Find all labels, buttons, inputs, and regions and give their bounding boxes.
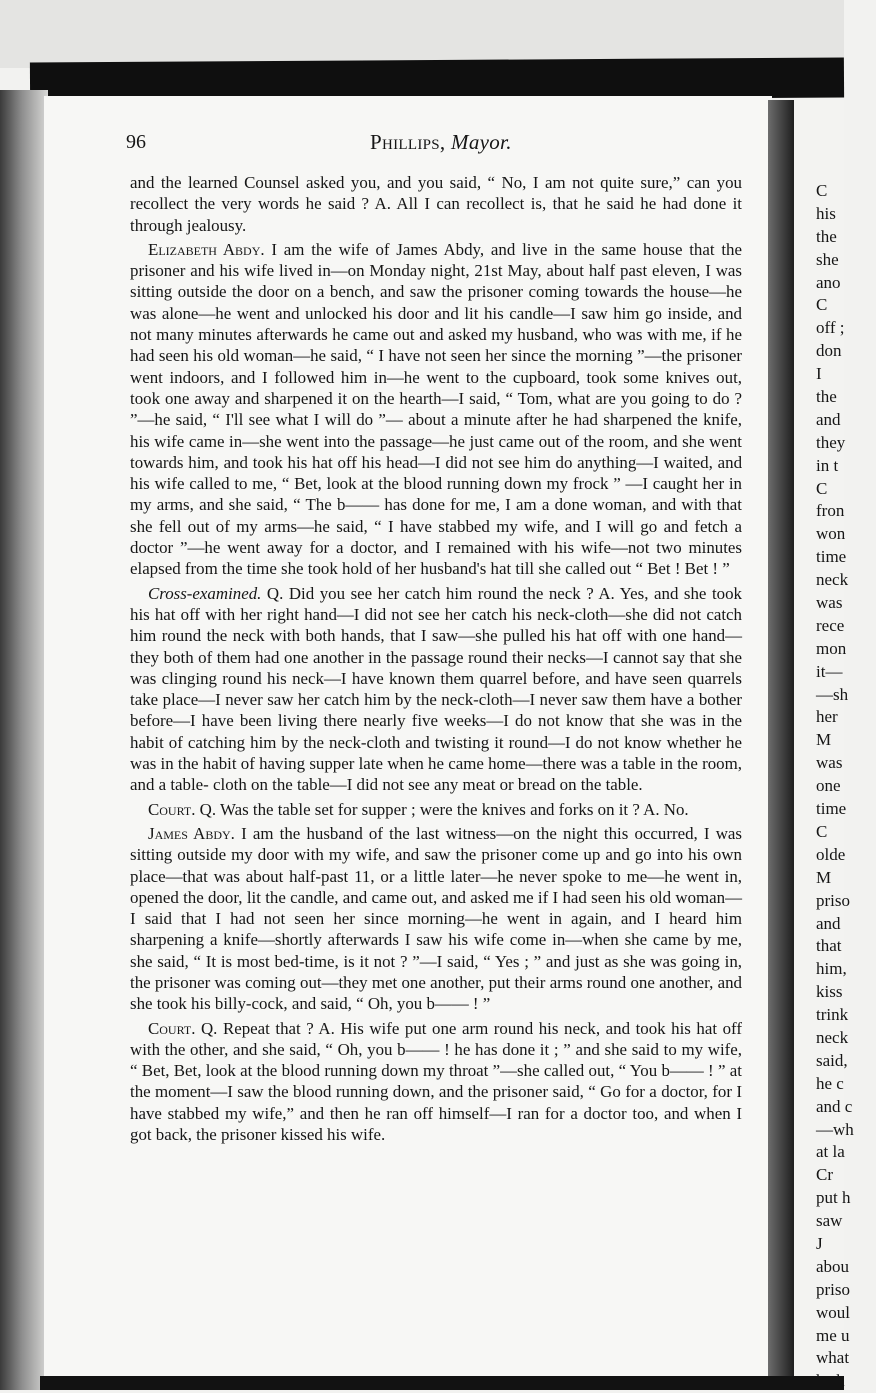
facing-page-fragment: C	[816, 295, 828, 315]
facing-page-fragment: C	[816, 181, 828, 200]
facing-page-fragment: they	[816, 432, 846, 452]
running-head	[370, 130, 512, 155]
text-line: running down, and the prisoner said, “ Go for a doctor, for I have stabbed	[130, 1082, 742, 1123]
facing-page-fragment: —wh	[816, 1119, 854, 1139]
paragraph	[130, 1018, 742, 1146]
facing-page-fragment: fron	[816, 501, 845, 521]
facing-page-fragment: M	[816, 730, 832, 750]
text-line: his door and lit his candle—I saw him go inside, and not many minutes	[130, 303, 742, 345]
text-line: said he had done it through jealousy.	[130, 194, 742, 235]
facing-page-fragment: and	[816, 913, 841, 933]
text-line: time she took hold of her husband's hat till she called out “ Bet ! Bet ! ”	[246, 559, 730, 579]
facing-page-fragment: and	[816, 409, 841, 429]
text-line: know that she was in the habit of catching him by the neck-cloth and	[130, 711, 743, 752]
facing-page-fragment: at la	[816, 1142, 845, 1162]
facing-page-fragment: neck	[816, 1027, 849, 1047]
text-line: Q. Repeat that ? A. His wife put one arm round his neck, and	[195, 1018, 636, 1038]
facing-page-fragment: me u	[816, 1325, 850, 1345]
text-line: Q. Was the table set for supper ; were the knives and forks on	[195, 799, 619, 819]
facing-page-fragment: don	[816, 341, 842, 361]
text-line: afterwards he came out and asked my husband, who was with me, if he had	[130, 325, 743, 366]
page-number: 96	[126, 130, 146, 153]
facing-page-fragment: off ;	[816, 318, 845, 338]
facing-page-fragment: she	[816, 249, 839, 269]
facing-page-fragment: her	[816, 707, 838, 727]
speaker-label: Cross-examined.	[148, 583, 262, 603]
text-line: it ? A. No.	[618, 799, 689, 819]
text-line: I am the husband of the last witness—on the night this	[234, 823, 635, 843]
text-line: occurred, I was sitting outside my door with my wife, and saw the prisoner	[130, 823, 742, 865]
text-line: b—— ! ”	[426, 994, 491, 1014]
text-line: have a bother before—I have been living there nearly five weeks—I do not	[130, 690, 742, 731]
facing-page-fragment: was	[816, 753, 843, 773]
facing-page-fragment: ano	[816, 272, 841, 292]
facing-page-fragment: I	[816, 364, 822, 384]
scan-left-shadow	[0, 90, 48, 1390]
facing-page-fragment: J	[816, 1233, 823, 1253]
facing-page-fragment: priso	[816, 1279, 850, 1299]
text-line: prisoner went indoors, and I followed him in—he went to the cupboard, took	[130, 346, 742, 387]
facing-page-fragment: neck	[816, 570, 849, 590]
text-line: seen his old woman—he said, “ I have not seen her since the morning ”—the	[158, 346, 687, 366]
facing-page-fragment: won	[816, 524, 846, 544]
text-line: doctor, and I remained with his wife—not two minutes elapsed from the	[130, 538, 743, 579]
facing-page-fragment: his	[816, 203, 836, 223]
facing-page-fragment: it—	[816, 661, 843, 681]
text-line: can you recollect the very words he said ? A. All I can recollect is, that he	[130, 173, 742, 214]
facing-page-fragment: time	[816, 547, 847, 567]
facing-page-text	[816, 180, 876, 1393]
paragraph	[130, 239, 742, 580]
facing-page-fragment: saw	[816, 1211, 843, 1231]
facing-page-fragment: him,	[816, 959, 847, 979]
body-text	[130, 172, 742, 1145]
scan-bottom-shadow	[40, 1376, 844, 1390]
text-line: take place—I never saw her catch him by the neck-cloth—I never saw them	[130, 690, 651, 710]
text-line: another in the passage round their necks—I cannot say that she was clinging	[130, 647, 742, 688]
text-line: about a minute after he had sharpened the knife, his wife came in—she went	[130, 410, 742, 451]
text-line: come up and go into his own place—that was about half-past 11, or a little	[130, 845, 742, 886]
facing-page-fragment: —sh	[816, 684, 849, 704]
text-line: and came out, and asked me if I had seen his old woman—I said that I had	[130, 887, 742, 929]
text-line: my wife,” and then he ran off himself—I ran for a doctor too, and when I	[224, 1103, 742, 1123]
text-line: house that the prisoner and his wife lived in—on Monday night, 21st May,	[130, 239, 742, 281]
speaker-label: Elizabeth Abdy.	[148, 239, 265, 259]
text-line: was going in, the prisoner was coming out—they met one another, put their	[130, 951, 742, 992]
text-line: cloth on the table—I did not see any meat or bread on the table.	[213, 775, 643, 795]
text-line: am a done woman, and with that she fell out of my arms—he said, “ I have	[130, 495, 742, 536]
facing-page-fragment: the	[816, 387, 837, 407]
facing-page-fragment: that	[816, 936, 842, 956]
text-line: Yes, and she took his hat off with her right hand—I did not see her catch	[130, 583, 742, 624]
facing-page-fragment: put h	[816, 1188, 851, 1208]
facing-page-fragment: said,	[816, 1050, 848, 1070]
text-line: and the learned Counsel asked you, and you said, “ No, I am not quite sure,”	[130, 173, 687, 192]
speaker-label: James Abdy.	[148, 823, 235, 843]
facing-page-fragment: he c	[816, 1073, 844, 1093]
text-line: not seen her since morning—he went in again, and I heard him sharpening	[130, 909, 742, 950]
text-line: twisting it round—I do not know whether he was in the habit of having	[130, 732, 742, 774]
text-line: some knives out, took one away and sharpened it on the hearth—I said,	[130, 367, 742, 408]
speaker-label: Court.	[148, 1018, 196, 1038]
facing-page-fragment: priso	[816, 890, 850, 910]
text-line: and took his hat off his head—I did not see him do anything—I waited,	[223, 452, 718, 472]
facing-page-fragment: olde	[816, 844, 846, 864]
paragraph	[130, 799, 742, 820]
running-head-name: Phillips,	[370, 129, 446, 154]
text-line: later—he never spoke to me—he went in, opened the door, lit the candle,	[130, 866, 743, 907]
text-line: about half past eleven, I was sitting outside the door on a bench, and saw the	[130, 261, 742, 302]
text-line: she said, “ It is most bed-time, is it not ? ”—I said, “ Yes ; ” and just as she	[130, 951, 651, 971]
paragraph	[130, 823, 742, 1015]
facing-page-fragment: one	[816, 776, 841, 796]
facing-page	[794, 100, 854, 1390]
text-line: I saw—she pulled his hat off with one hand—they both of them had one	[130, 626, 742, 667]
text-line: Q. Did you see her catch him round the neck ? A.	[261, 583, 620, 603]
facing-page-fragment: and c	[816, 1096, 853, 1116]
facing-page-fragment: rece	[816, 615, 845, 635]
paragraph	[130, 172, 742, 236]
facing-page-fragment: Cr	[816, 1165, 833, 1185]
text-line: his neck-cloth—she did not catch him round the neck with both hands, that	[130, 604, 742, 646]
facing-page-fragment: time	[816, 799, 847, 819]
text-line: stabbed my wife, and I will go and fetch a doctor ”—he went away for a	[130, 516, 742, 558]
text-line: into the passage—he just came out of the room, and she went towards him,	[130, 431, 742, 472]
paragraph	[130, 583, 742, 796]
facing-page-fragment: in t	[816, 455, 839, 475]
text-line: a knife—shortly afterwards I saw his wife come in—when she came by me,	[209, 930, 742, 950]
text-line: arms round one another, and she took his billy-cock, and said, “ Oh, you	[130, 972, 742, 1014]
facing-page-fragment: the	[816, 226, 837, 246]
text-line: got back, the prisoner kissed his wife.	[130, 1125, 386, 1145]
facing-page-fragment: what	[816, 1348, 850, 1368]
page-gutter	[768, 100, 794, 1390]
text-line: I am the wife of James Abdy, and live in the same	[264, 239, 644, 259]
speaker-label: Court.	[148, 799, 196, 819]
facing-page-fragment: woul	[816, 1302, 850, 1322]
page-header	[126, 128, 758, 156]
running-head-title: Mayor.	[451, 129, 512, 154]
text-line: took his hat off with the other, and she said, “ Oh, you b—— ! he has done	[130, 1018, 742, 1059]
facing-page-fragment: was	[816, 593, 843, 613]
facing-page-fragment: M	[816, 867, 832, 887]
text-line: and his wife called to me, “ Bet, look at the blood running down my frock ”	[130, 452, 743, 494]
text-line: supper late when he came home—there was a table in the room, and a table-	[130, 754, 742, 795]
facing-page-fragment: mon	[816, 638, 847, 658]
text-line: round his neck—I have known them quarrel before, and have seen quarrels	[222, 668, 742, 688]
facing-page-fragment: abou	[816, 1256, 850, 1276]
facing-page-fragment: C	[816, 478, 828, 498]
text-line: prisoner coming towards the house—he was alone—he went and unlocked	[130, 282, 742, 323]
text-line: “ Tom, what are you going to do ? ”—he said, “ I'll see what I will do ”—	[130, 388, 743, 430]
text-line: —I caught her in my arms, and she said, “ The b—— has done for me, I	[130, 474, 742, 515]
text-line: throat ”—she called out, “ You b—— ! ” at the moment—I saw the blood	[130, 1061, 742, 1102]
facing-page-fragment: trink	[816, 1005, 849, 1025]
text-line: it ; ” and she said to my wife, “ Bet, Bet, look at the blood running down my	[130, 1039, 742, 1081]
facing-page-fragment: kiss	[816, 982, 843, 1002]
facing-page-fragment: C	[816, 821, 828, 841]
